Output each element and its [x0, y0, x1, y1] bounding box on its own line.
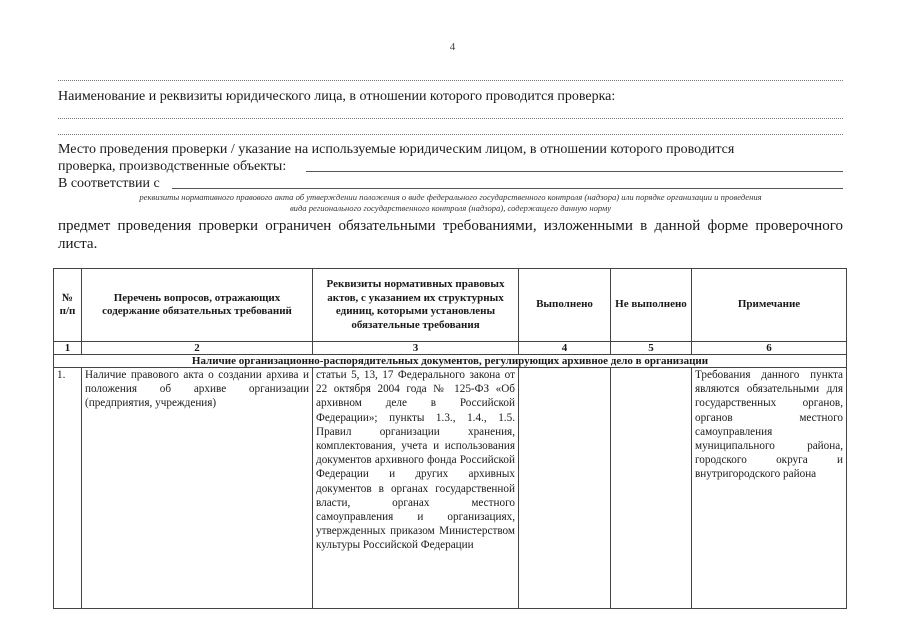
- column-number: 2: [82, 342, 313, 355]
- accordance-fill-line: [172, 188, 843, 189]
- checklist-table: [53, 268, 847, 609]
- note-line2: вида регионального государственного контроля (надзора), содержащего данную норму: [289, 203, 612, 213]
- blank-line: [58, 118, 843, 119]
- column-number: 5: [611, 342, 692, 355]
- header-note: Примечание: [692, 269, 847, 342]
- table-header-row: [54, 269, 847, 342]
- header-done: Выполнено: [519, 269, 611, 342]
- row-question: Наличие правового акта о создании архива и положения об архиве организации (предприятия, учреждения): [82, 368, 313, 609]
- section-row: [54, 355, 847, 368]
- accordance-label: В соответствии с: [58, 176, 160, 191]
- page-number: 4: [449, 41, 456, 53]
- row-num: 1.: [54, 368, 82, 609]
- header-question: Перечень вопросов, отражающих содержание обязательных требований: [82, 269, 313, 342]
- row-note: Требования данного пункта являются обязательными для государственных органов, органов местного самоуправления муниципального района, городского округа и внутригородского района: [692, 368, 847, 609]
- org-label: Наименование и реквизиты юридического лица, в отношении которого проводится проверка:: [58, 89, 616, 104]
- header-requisites: Реквизиты нормативных правовых актов, с указанием их структурных единиц, которыми установлены обязательные требования: [313, 269, 519, 342]
- column-numbers-row: [54, 342, 847, 355]
- table-row: [54, 368, 847, 609]
- column-number: 6: [692, 342, 847, 355]
- place-fill-line: [306, 171, 843, 172]
- place-label-line2: проверка, производственные объекты:: [58, 159, 287, 174]
- column-number: 3: [313, 342, 519, 355]
- header-not-done: Не выполнено: [611, 269, 692, 342]
- note-line1: реквизиты нормативного правового акта об утверждении положения о виде федерального государственного контроля (надзора) или порядке организации и проведения: [139, 192, 762, 202]
- subject-text: предмет проведения проверки ограничен обязательными требованиями, изложенными в данной форме проверочного листа.: [58, 218, 843, 252]
- blank-line: [58, 80, 843, 81]
- row-not-done-cell[interactable]: [611, 368, 692, 609]
- blank-line: [58, 134, 843, 135]
- column-number: 4: [519, 342, 611, 355]
- row-requisites: статьи 5, 13, 17 Федерального закона от 22 октября 2004 года № 125-ФЗ «Об архивном деле в Российской Федерации»; пункты 1.3., 1.4., 1.5. Правил организации хранения, комплектования, учета и использования документов архивного фонда Российской Федерации и других архивных документов в органах государственной власти, органах местного самоуправления и организациях, утвержденных приказом Министерством культуры Российской Федерации: [313, 368, 519, 609]
- row-done-cell[interactable]: [519, 368, 611, 609]
- place-label-line1: Место проведения проверки / указание на используемые юридическим лицом, в отношении которого проводится: [58, 142, 735, 157]
- column-number: 1: [54, 342, 82, 355]
- section-title: Наличие организационно-распорядительных документов, регулирующих архивное дело в организации: [54, 355, 847, 368]
- header-num: № п/п: [54, 269, 82, 342]
